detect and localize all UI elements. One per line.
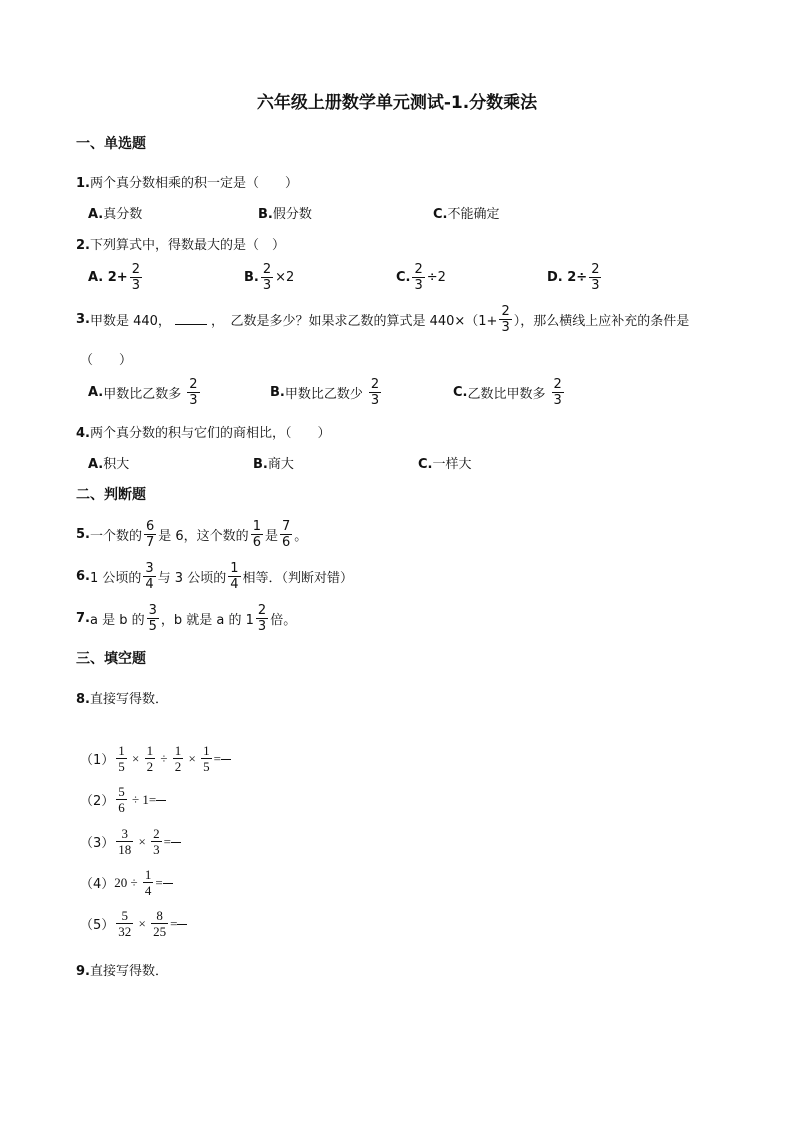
question-text: 与 3 公顷的 <box>157 571 227 586</box>
question-text: 一个数的 <box>89 529 142 544</box>
option-letter: A. 2+ <box>88 270 128 285</box>
option-letter: B. <box>244 270 259 285</box>
question-number: 7. <box>76 611 90 626</box>
question-text: 两个真分数的积与它们的商相比，（ ） <box>89 426 331 441</box>
fraction: $\frac{1}{4}$ <box>144 867 152 898</box>
option-letter: B. <box>270 385 285 400</box>
q4-option-a[interactable] <box>88 453 129 472</box>
item-label: （4） <box>80 877 115 892</box>
fraction: $\frac{2}{3}$ <box>370 377 380 408</box>
fraction: $\frac{3}{18}$ <box>118 826 132 857</box>
q2-option-a[interactable] <box>88 263 144 292</box>
question-5 <box>76 520 307 549</box>
section-heading-true-false: 二、判断题 <box>76 487 146 503</box>
item-label: （1） <box>80 753 115 768</box>
question-number: 8. <box>76 692 90 707</box>
question-6 <box>76 562 353 591</box>
question-text: 相等．（判断对错） <box>242 571 354 586</box>
expression-text: × <box>185 750 200 766</box>
fraction: $\frac{3}{4}$ <box>145 561 154 592</box>
q8-item <box>80 744 231 773</box>
q2-option-d[interactable] <box>547 263 603 292</box>
q1-option-c[interactable] <box>433 203 500 222</box>
fraction: $\frac{5}{6}$ <box>118 784 125 815</box>
question-number: 4. <box>76 426 90 441</box>
question-text: 。 <box>294 529 308 544</box>
question-number: 3. <box>76 312 90 327</box>
question-3-bracket: （ ） <box>80 353 133 368</box>
expression-text: = <box>170 915 178 931</box>
item-label: （5） <box>80 918 115 933</box>
option-letter: A. <box>88 207 104 222</box>
question-number: 1. <box>76 176 90 191</box>
question-text: 直接写得数． <box>89 964 168 979</box>
option-letter: D. 2÷ <box>547 270 588 285</box>
fraction: $\frac{1}{4}$ <box>230 561 239 592</box>
fraction: $\frac{2}{3}$ <box>153 826 160 857</box>
q3-option-c[interactable] <box>453 378 566 407</box>
expression-text: = <box>155 874 163 890</box>
question-text: 是 6，这个数的 <box>158 529 249 544</box>
expression-text: ÷ <box>157 750 171 766</box>
expression-text: 20 ÷ <box>114 874 141 890</box>
answer-blank[interactable] <box>163 882 173 884</box>
question-text: 1 公顷的 <box>89 571 142 586</box>
fraction: $\frac{5}{32}$ <box>118 908 132 939</box>
fraction: $\frac{6}{7}$ <box>146 519 155 550</box>
answer-blank[interactable] <box>171 841 181 843</box>
item-label: （2） <box>80 794 115 809</box>
fraction: $\frac{3}{5}$ <box>148 603 157 634</box>
question-4 <box>76 422 331 441</box>
q4-option-b[interactable] <box>253 453 294 472</box>
option-text: 商大 <box>267 457 294 472</box>
q1-option-b[interactable] <box>258 203 312 222</box>
option-letter: C. <box>418 457 433 472</box>
option-text: 一样大 <box>432 457 472 472</box>
option-text: 假分数 <box>272 207 312 222</box>
fraction: $\frac{1}{5}$ <box>118 743 125 774</box>
fraction: $\frac{2}{3}$ <box>257 603 267 634</box>
expression-text: ÷ 1= <box>128 791 157 807</box>
fraction: $\frac{7}{6}$ <box>281 519 291 550</box>
question-text: 倍。 <box>270 613 297 628</box>
fraction: $\frac{2}{3}$ <box>501 304 510 335</box>
q8-item <box>80 827 181 856</box>
question-text: 甲数是 440， <box>89 314 171 329</box>
fraction: $\frac{1}{6}$ <box>252 519 261 550</box>
question-9 <box>76 960 168 979</box>
q8-item <box>80 909 187 938</box>
q2-option-b[interactable] <box>244 263 294 292</box>
option-letter: C. <box>453 385 468 400</box>
section-heading-single-choice: 一、单选题 <box>76 136 146 152</box>
question-number: 9. <box>76 964 90 979</box>
fraction: $\frac{2}{3}$ <box>189 377 198 408</box>
option-letter: C. <box>433 207 448 222</box>
question-text: 直接写得数． <box>89 692 168 707</box>
q3-option-b[interactable] <box>270 378 383 407</box>
option-letter: A. <box>88 385 104 400</box>
option-letter: B. <box>253 457 268 472</box>
page-title: 六年级上册数学单元测试-1.分数乘法 <box>256 93 538 113</box>
fraction: $\frac{1}{5}$ <box>203 743 210 774</box>
answer-blank[interactable] <box>156 799 166 801</box>
question-text: a 是 b 的 <box>89 613 145 628</box>
fraction: $\frac{8}{25}$ <box>153 908 167 939</box>
option-text: ÷2 <box>426 270 446 285</box>
option-text: 积大 <box>103 457 130 472</box>
expression-text: = <box>163 833 171 849</box>
option-text: ×2 <box>275 270 295 285</box>
question-text: 下列算式中，得数最大的是（ ） <box>89 238 285 253</box>
q8-item <box>80 785 166 814</box>
fraction: $\frac{1}{2}$ <box>174 743 182 774</box>
question-text: ，b 就是 a 的 1 <box>160 613 254 628</box>
question-1 <box>76 172 298 191</box>
question-2 <box>76 234 285 253</box>
q8-item <box>80 868 173 897</box>
expression-text: × <box>135 915 150 931</box>
answer-blank[interactable] <box>175 314 207 325</box>
expression-text: = <box>213 750 221 766</box>
option-text: 甲数比乙数多 <box>103 387 182 402</box>
question-number: 2. <box>76 238 90 253</box>
fraction: $\frac{2}{3}$ <box>553 377 562 408</box>
option-text: 乙数比甲数多 <box>467 387 546 402</box>
question-text: ），那么横线上应补充的条件是 <box>513 314 690 329</box>
question-text: 两个真分数相乘的积一定是（ ） <box>89 176 298 191</box>
question-number: 6. <box>76 569 90 584</box>
fraction: $\frac{2}{3}$ <box>414 262 423 293</box>
q4-option-c[interactable] <box>418 453 472 472</box>
question-3 <box>76 305 689 334</box>
fraction: $\frac{2}{3}$ <box>262 262 272 293</box>
answer-blank[interactable] <box>221 758 231 760</box>
q3-option-a[interactable] <box>88 378 202 407</box>
fraction: $\frac{1}{2}$ <box>146 743 154 774</box>
option-letter: A. <box>88 457 104 472</box>
fraction: $\frac{2}{3}$ <box>591 262 600 293</box>
section-heading-fill-blank: 三、填空题 <box>76 651 146 667</box>
question-8 <box>76 688 168 707</box>
question-text: ， 乙数是多少？如果求乙数的算式是 440×（1+ <box>210 314 498 329</box>
option-letter: C. <box>396 270 411 285</box>
q2-option-c[interactable] <box>396 263 446 292</box>
expression-text: × <box>135 833 150 849</box>
option-text: 真分数 <box>103 207 143 222</box>
expression-text: × <box>128 750 143 766</box>
option-text: 甲数比乙数少 <box>284 387 363 402</box>
option-letter: B. <box>258 207 273 222</box>
answer-blank[interactable] <box>177 923 187 925</box>
question-7 <box>76 604 296 633</box>
fraction: $\frac{2}{3}$ <box>131 262 140 293</box>
item-label: （3） <box>80 836 115 851</box>
option-text: 不能确定 <box>447 207 500 222</box>
question-number: 5. <box>76 527 90 542</box>
question-text: 是 <box>264 529 278 544</box>
q1-option-a[interactable] <box>88 203 142 222</box>
